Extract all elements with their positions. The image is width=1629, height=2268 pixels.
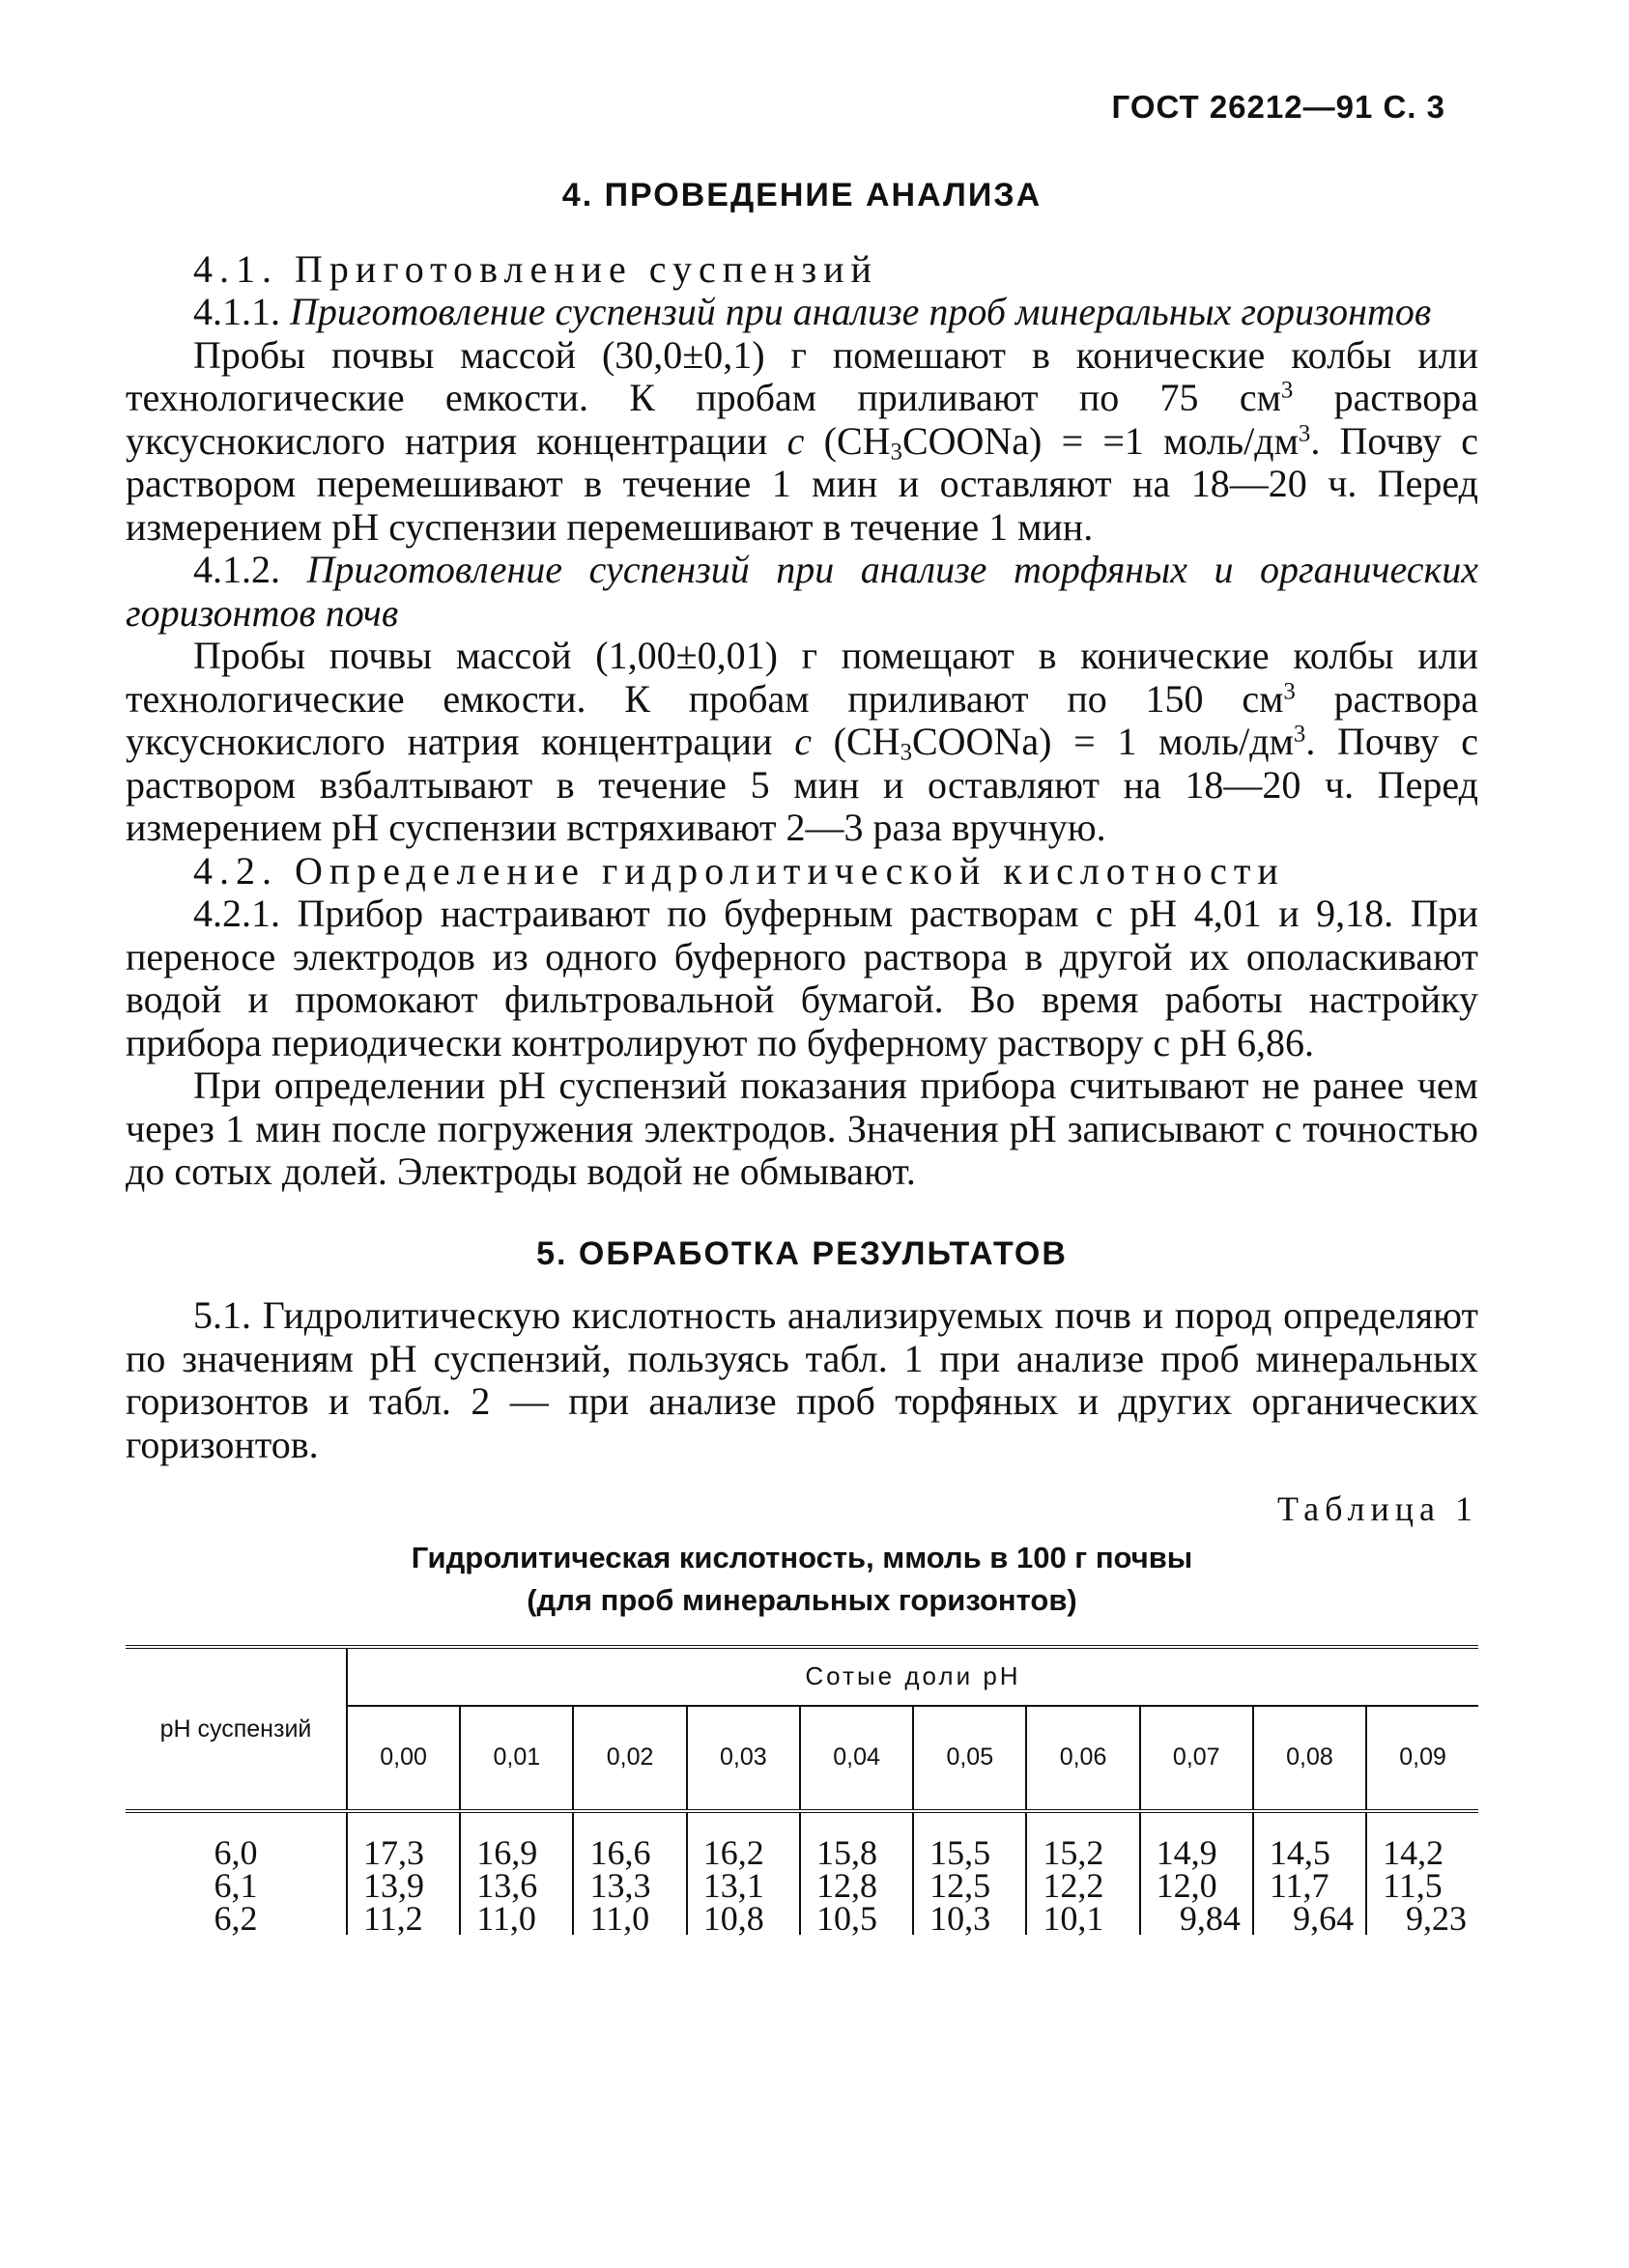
subscript: 3: [900, 739, 912, 766]
column-header: 0,05: [913, 1706, 1026, 1811]
table-caption: [126, 1537, 1478, 1622]
section-5-title: 5. ОБРАБОТКА РЕЗУЛЬТАТОВ: [536, 1234, 1068, 1272]
variable-c: c: [786, 418, 805, 463]
text-run: Пробы почвы массой (30,0±0,1) г помешают в конические колбы или технологические емкости. К пробам приливают по 75 см: [126, 332, 1478, 419]
value-cell: 17,3: [347, 1811, 460, 1869]
paragraph-4-2-1-continued: При определении pH суспензий показания прибора считывают не ранее чем через 1 мин после погружения электродов. Значения pH записывают с точностью до сотых долей. Электроды водой не обмывают.: [126, 1063, 1478, 1193]
table-1: [126, 1645, 1478, 1938]
paragraph-4-1-2: [126, 635, 1478, 850]
text-run: . Почву с раствором взбалтывают в течение 5 мин и оставляют на 18—20 ч. Перед измерением pH суспензии встряхивают 2—3 раза вручную.: [126, 720, 1479, 849]
value-cell: 13,9: [347, 1869, 460, 1902]
column-header: 0,03: [687, 1706, 800, 1811]
subscript: 3: [890, 438, 902, 465]
row-header-ph: pH суспензий: [126, 1647, 347, 1811]
value-cell: 15,5: [913, 1811, 1026, 1869]
value-cell: 11,2: [347, 1902, 460, 1935]
column-header: 0,01: [460, 1706, 573, 1811]
column-header: 0,08: [1253, 1706, 1366, 1811]
value-cell: 15,8: [800, 1811, 913, 1869]
superscript: 3: [1298, 419, 1311, 446]
value-cell: 13,3: [573, 1869, 686, 1902]
superscript: 3: [1280, 377, 1294, 404]
value-cell: 14,9: [1140, 1811, 1253, 1869]
value-cell: 10,5: [800, 1902, 913, 1935]
value-cell: 11,0: [573, 1902, 686, 1935]
superscript: 3: [1283, 677, 1296, 704]
text-run: (CH: [804, 418, 891, 463]
value-cell: 16,9: [460, 1811, 573, 1869]
table-caption-line-2: (для проб минеральных горизонтов): [527, 1582, 1077, 1617]
document-body: [126, 174, 1479, 1938]
paragraph-4-1-1: [126, 334, 1478, 550]
value-cell: 16,6: [573, 1811, 686, 1869]
value-cell: 10,1: [1026, 1902, 1139, 1935]
value-cell: 12,8: [800, 1869, 913, 1902]
value-cell: 11,0: [460, 1902, 573, 1935]
text-run: раствора уксуснокислого натрия концентрации: [126, 676, 1478, 763]
superscript: 3: [1293, 721, 1306, 748]
table-body: [126, 1811, 1478, 1938]
ph-cell: 6,2: [126, 1902, 347, 1935]
table-row: [126, 1902, 1478, 1935]
value-cell: 14,2: [1366, 1811, 1478, 1869]
subsection-4-1-1-heading: [126, 291, 1478, 334]
value-cell: 15,2: [1026, 1811, 1139, 1869]
value-cell: 14,5: [1253, 1811, 1366, 1869]
subsection-number: 4.1.1.: [193, 290, 280, 333]
subsection-number: 4.1.2.: [193, 548, 280, 591]
column-group-header: Сотые доли pH: [347, 1647, 1478, 1706]
subsection-4-1-2-title: Приготовление суспензий при анализе торфяных и органических горизонтов почв: [126, 548, 1478, 635]
value-cell: 11,5: [1383, 1865, 1443, 1905]
value-cell: 13,6: [460, 1869, 573, 1902]
text-run: COONa) = =1 моль/дм: [901, 418, 1299, 463]
table-row: [126, 1869, 1478, 1902]
text-run: . Почву с раствором перемешивают в течение 1 мин и оставляют на 18—20 ч. Перед измерением pH суспензии перемешивают в течение 1 мин.: [126, 418, 1478, 549]
value-cell: 12,5: [913, 1869, 1026, 1902]
column-header: 0,07: [1140, 1706, 1253, 1811]
value-cell: 12,2: [1026, 1869, 1139, 1902]
text-run: COONa) = 1 моль/дм: [911, 720, 1294, 763]
paragraph-5-1: 5.1. Гидролитическую кислотность анализируемых почв и пород определяют по значениям pH суспензий, пользуясь табл. 1 при анализе проб минеральных горизонтов и табл. 2 — при анализе проб торфяных и других органических горизонтов.: [126, 1293, 1478, 1466]
column-header: 0,04: [800, 1706, 913, 1811]
value-cell: 16,2: [687, 1811, 800, 1869]
value-cell: 10,3: [913, 1902, 1026, 1935]
value-cell: 11,7: [1253, 1869, 1366, 1902]
value-cell: 9,84: [1140, 1902, 1253, 1935]
table-label: Таблица 1: [1277, 1489, 1478, 1528]
value-cell: 12,0: [1140, 1869, 1253, 1902]
column-header: 0,09: [1399, 1744, 1446, 1772]
value-cell: 9,64: [1253, 1902, 1366, 1935]
column-header: 0,00: [347, 1706, 460, 1811]
text-run: (CH: [811, 720, 900, 763]
value-cell: 13,1: [687, 1869, 800, 1902]
text-run: раствора уксуснокислого натрия концентрации: [126, 376, 1478, 463]
subsection-4-1-title: 4.1. Приготовление суспензий: [193, 246, 878, 291]
ph-cell: 6,1: [126, 1869, 347, 1902]
section-4-title: 4. ПРОВЕДЕНИЕ АНАЛИЗА: [561, 177, 1043, 213]
subsection-4-1-1-title: Приготовление суспензий при анализе проб минеральных горизонтов: [290, 290, 1432, 333]
paragraph-4-2-1: 4.2.1. Прибор настраивают по буферным растворам с pH 4,01 и 9,18. При переносе электродов из одного буферного раствора в другой их ополаскивают водой и промокают фильтровальной бумагой. Во время работы настройку прибора периодически контролируют по буферному раствору с pH 6,86.: [126, 892, 1478, 1064]
ph-cell: 6,0: [126, 1811, 347, 1869]
subsection-4-1-2-heading: [126, 549, 1478, 635]
subsection-4-2-title: 4.2. Определение гидролитической кислотности: [193, 848, 1285, 893]
table-caption-line-1: Гидролитическая кислотность, ммоль в 100 г почвы: [411, 1540, 1193, 1574]
value-cell: 9,23: [1406, 1898, 1467, 1938]
column-header: 0,02: [573, 1706, 686, 1811]
column-header: 0,06: [1026, 1706, 1139, 1811]
text-run: Пробы почвы массой (1,00±0,01) г помещают в конические колбы или технологические емкости. К пробам приливают по 150 см: [126, 634, 1478, 721]
value-cell: 10,8: [687, 1902, 800, 1935]
page-header: ГОСТ 26212—91 С. 3: [1111, 89, 1445, 125]
table-row: [126, 1811, 1478, 1869]
variable-c: c: [794, 720, 812, 763]
